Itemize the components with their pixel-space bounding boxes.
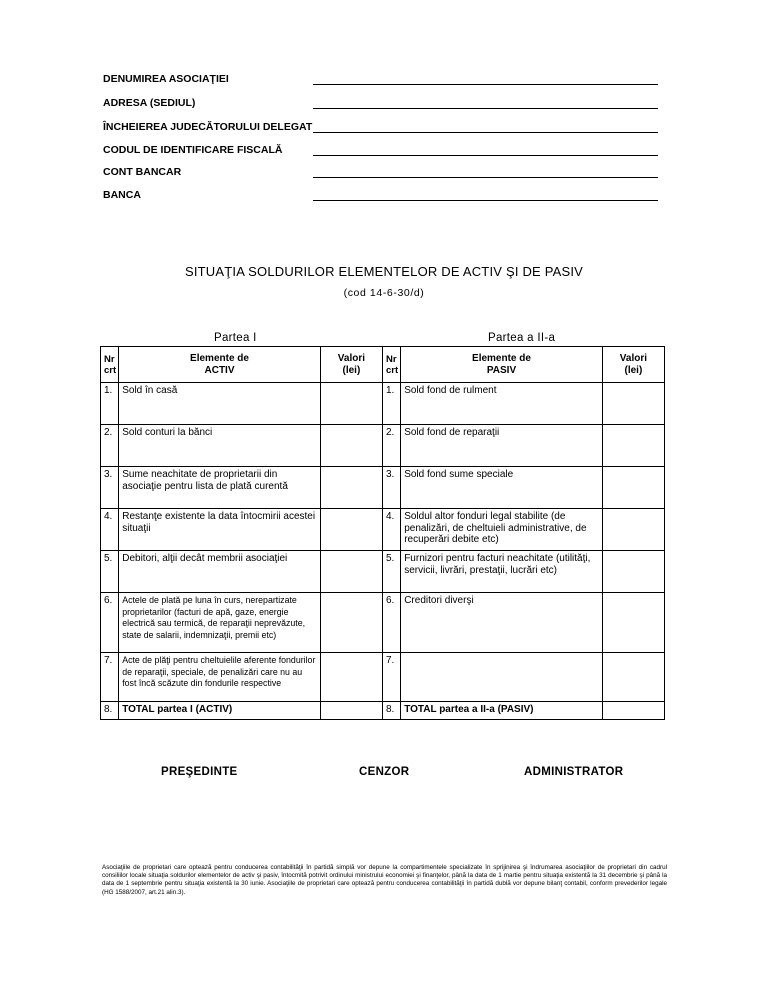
field-label: ADRESA (SEDIUL) xyxy=(103,97,196,109)
total-pasiv-cell: TOTAL partea a II-a (PASIV) xyxy=(401,702,603,720)
total-activ-cell: TOTAL partea I (ACTIV) xyxy=(119,702,321,720)
fill-in-line[interactable] xyxy=(313,108,658,109)
field-label: CODUL DE IDENTIFICARE FISCALĂ xyxy=(103,144,283,156)
fill-in-line[interactable] xyxy=(313,177,658,178)
fill-in-line[interactable] xyxy=(313,155,658,156)
pasiv-cell: Sold fond de rulment xyxy=(401,383,603,425)
value-cell[interactable] xyxy=(320,702,382,720)
field-incheiere xyxy=(103,121,658,137)
document-title: SITUAŢIA SOLDURILOR ELEMENTELOR DE ACTIV ŞI DE PASIV xyxy=(184,264,584,279)
field-cod-fiscal xyxy=(103,144,658,160)
header-nr-crt: Nr crt xyxy=(101,347,119,383)
field-adresa xyxy=(103,97,658,113)
table-row xyxy=(101,467,665,509)
header-activ-line1: Elemente de xyxy=(190,352,249,364)
table-row-total xyxy=(101,702,665,720)
header-valori-line1: Valori xyxy=(337,352,366,364)
value-cell[interactable] xyxy=(602,425,664,467)
value-cell[interactable] xyxy=(602,653,664,702)
table-row xyxy=(101,551,665,593)
header-pasiv-line2: PASIV xyxy=(486,364,517,376)
header-activ xyxy=(119,347,321,383)
value-cell[interactable] xyxy=(602,702,664,720)
row-nr: 2. xyxy=(382,425,400,467)
value-cell[interactable] xyxy=(602,467,664,509)
table-row xyxy=(101,653,665,702)
value-cell[interactable] xyxy=(602,383,664,425)
activ-cell: Sold în casă xyxy=(119,383,321,425)
row-nr: 7. xyxy=(101,653,119,702)
header-nr-crt: Nr crt xyxy=(382,347,400,383)
pasiv-cell: Sold fond sume speciale xyxy=(401,467,603,509)
row-nr: 1. xyxy=(101,383,119,425)
row-nr: 2. xyxy=(101,425,119,467)
table-row xyxy=(101,509,665,551)
header-valori-line1: Valori xyxy=(619,352,648,364)
row-nr: 7. xyxy=(382,653,400,702)
row-nr: 5. xyxy=(101,551,119,593)
value-cell[interactable] xyxy=(602,509,664,551)
value-cell[interactable] xyxy=(602,551,664,593)
row-nr: 6. xyxy=(101,593,119,653)
row-nr: 8. xyxy=(382,702,400,720)
fill-in-line[interactable] xyxy=(313,84,658,85)
value-cell[interactable] xyxy=(320,593,382,653)
part1-label: Partea I xyxy=(214,332,257,344)
field-label: BANCA xyxy=(103,189,141,201)
row-nr: 8. xyxy=(101,702,119,720)
value-cell[interactable] xyxy=(320,425,382,467)
field-denumire xyxy=(103,73,658,89)
part2-label: Partea a II-a xyxy=(488,332,556,344)
pasiv-cell: Sold fond de reparaţii xyxy=(401,425,603,467)
activ-cell: Sume neachitate de proprietarii din asociaţie pentru lista de plată curentă xyxy=(119,467,321,509)
field-label: CONT BANCAR xyxy=(103,166,182,178)
header-valori xyxy=(320,347,382,383)
field-label: ÎNCHEIEREA JUDECĂTORULUI DELEGAT xyxy=(103,121,313,133)
activ-cell: Debitori, alţii decât membrii asociaţiei xyxy=(119,551,321,593)
activ-cell: Actele de plată pe luna în curs, nerepartizate proprietarilor (facturi de apă, gaze, energie electrică sau termică, de reparaţii neprevăzute, state de salarii, indemnizaţii, premii etc) xyxy=(119,593,321,653)
signature-administrator: ADMINISTRATOR xyxy=(524,766,624,778)
pasiv-cell xyxy=(401,653,603,702)
value-cell[interactable] xyxy=(320,467,382,509)
value-cell[interactable] xyxy=(320,551,382,593)
pasiv-cell: Furnizori pentru facturi neachitate (utilităţi, servicii, livrări, prestaţii, lucrări etc) xyxy=(401,551,603,593)
fill-in-line[interactable] xyxy=(313,132,658,133)
row-nr: 3. xyxy=(382,467,400,509)
header-activ-line2: ACTIV xyxy=(204,364,235,376)
balances-table xyxy=(100,346,665,720)
activ-cell: Sold conturi la bănci xyxy=(119,425,321,467)
activ-cell: Acte de plăţi pentru cheltuielile aferente fondurilor de reparaţii, speciale, de penalizări care nu au fost încă scăzute din fondurile respective xyxy=(119,653,321,702)
value-cell[interactable] xyxy=(320,509,382,551)
field-cont-bancar xyxy=(103,166,658,182)
table-row xyxy=(101,383,665,425)
document-code: (cod 14-6-30/d) xyxy=(343,287,425,299)
row-nr: 6. xyxy=(382,593,400,653)
table-row xyxy=(101,425,665,467)
row-nr: 1. xyxy=(382,383,400,425)
pasiv-cell: Soldul altor fonduri legal stabilite (de penalizări, de cheltuieli administrative, de recuperări debite etc) xyxy=(401,509,603,551)
pasiv-cell: Creditori diverşi xyxy=(401,593,603,653)
signature-cenzor: CENZOR xyxy=(359,766,410,778)
header-pasiv xyxy=(401,347,603,383)
footnote: Asociaţiile de proprietari care optează pentru conducerea contabilităţii în partidă simplă vor depune la compartimentele specializate în sprijinirea şi îndrumarea asociaţiilor de proprietari din cadrul consiliilor locale situaţia soldurilor elementelor de activ şi pasiv, întocmită potrivit ordinului ministrului economiei şi finanţelor, până la data de 1 martie pentru situaţia existentă la 31 decembrie şi până la data de 1 septembrie pentru situaţia existentă la 30 iunie. Asociaţiile de proprietari care optează pentru conducerea contabilităţii în partidă dublă vor depune bilanţ contabil, conform prevederilor legale (HG 1588/2007, art.21 alin.3). xyxy=(102,864,667,896)
row-nr: 4. xyxy=(101,509,119,551)
signature-presedinte: PREŞEDINTE xyxy=(161,766,238,778)
row-nr: 5. xyxy=(382,551,400,593)
table-row xyxy=(101,593,665,653)
row-nr: 3. xyxy=(101,467,119,509)
header-valori xyxy=(602,347,664,383)
value-cell[interactable] xyxy=(320,653,382,702)
value-cell[interactable] xyxy=(320,383,382,425)
header-pasiv-line1: Elemente de xyxy=(472,352,531,364)
header-valori-line2: (lei) xyxy=(624,364,643,376)
value-cell[interactable] xyxy=(602,593,664,653)
field-label: DENUMIREA ASOCIAŢIEI xyxy=(103,73,229,85)
header-valori-line2: (lei) xyxy=(342,364,361,376)
activ-cell: Restanţe existente la data întocmirii acestei situaţii xyxy=(119,509,321,551)
fill-in-line[interactable] xyxy=(313,200,658,201)
field-banca xyxy=(103,189,658,205)
table-header-row xyxy=(101,347,665,383)
row-nr: 4. xyxy=(382,509,400,551)
